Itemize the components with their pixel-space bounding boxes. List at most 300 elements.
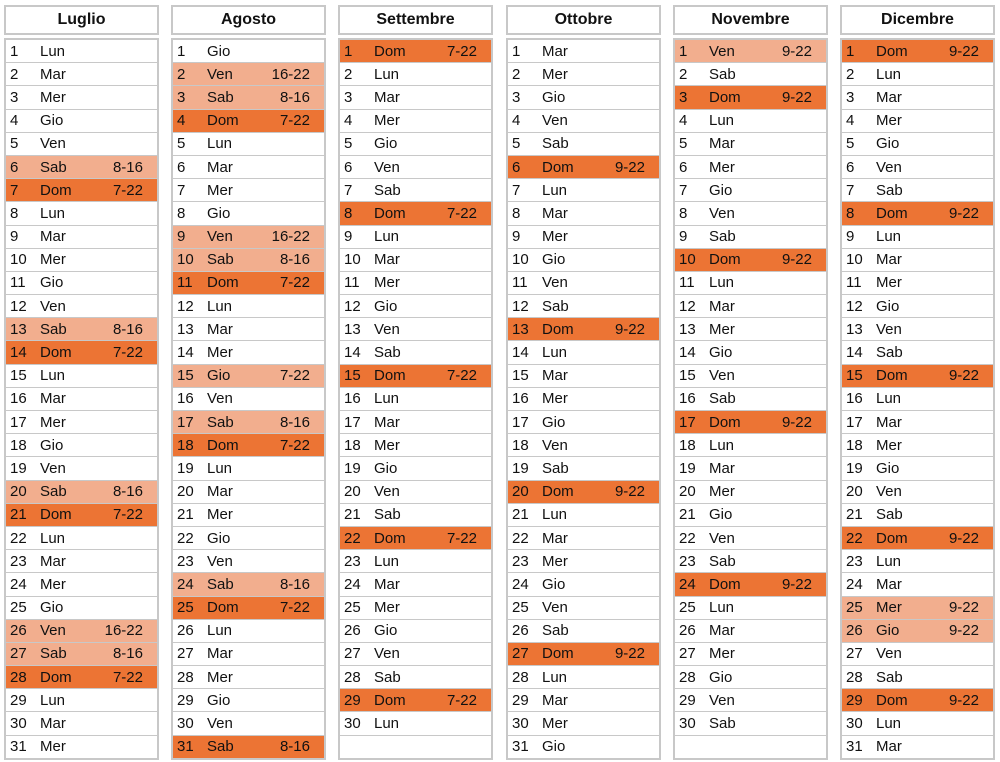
day-row bbox=[173, 226, 324, 249]
day-number: 8 bbox=[10, 204, 19, 222]
day-row bbox=[675, 295, 826, 318]
day-number: 1 bbox=[512, 42, 521, 60]
day-row bbox=[6, 86, 157, 109]
day-number: 3 bbox=[679, 88, 688, 106]
day-number: 16 bbox=[177, 390, 194, 408]
day-row bbox=[842, 573, 993, 596]
day-row bbox=[842, 643, 993, 666]
day-row bbox=[675, 272, 826, 295]
day-row bbox=[340, 411, 491, 434]
month-column-2 bbox=[338, 5, 493, 760]
day-row bbox=[173, 318, 324, 341]
weekday: Mar bbox=[40, 552, 66, 570]
weekday: Ven bbox=[876, 320, 902, 338]
weekday: Sab bbox=[374, 506, 401, 524]
day-row bbox=[6, 411, 157, 434]
weekday: Mar bbox=[542, 691, 568, 709]
weekday: Ven bbox=[876, 645, 902, 663]
day-number: 20 bbox=[846, 483, 863, 501]
weekday: Ven bbox=[374, 158, 400, 176]
day-number: 20 bbox=[344, 483, 361, 501]
day-row bbox=[508, 597, 659, 620]
day-row bbox=[842, 133, 993, 156]
day-row bbox=[842, 341, 993, 364]
day-number: 21 bbox=[177, 506, 194, 524]
day-number: 18 bbox=[679, 436, 696, 454]
weekday: Gio bbox=[207, 529, 231, 547]
day-number: 30 bbox=[679, 715, 696, 733]
opening-hours: 9-22 bbox=[948, 42, 979, 60]
weekday: Mar bbox=[207, 645, 233, 663]
weekday: Lun bbox=[709, 599, 735, 617]
day-number: 19 bbox=[344, 459, 361, 477]
weekday: Sab bbox=[876, 344, 903, 362]
day-list bbox=[171, 38, 326, 760]
weekday: Mer bbox=[207, 181, 233, 199]
weekday: Sab bbox=[709, 228, 736, 246]
day-number: 10 bbox=[846, 251, 863, 269]
day-row bbox=[173, 179, 324, 202]
day-row bbox=[340, 573, 491, 596]
opening-hours: 9-22 bbox=[948, 529, 979, 547]
weekday: Mer bbox=[542, 65, 568, 83]
weekday: Dom bbox=[876, 529, 908, 547]
day-row bbox=[842, 411, 993, 434]
day-number: 11 bbox=[344, 274, 360, 292]
day-row bbox=[675, 365, 826, 388]
opening-hours: 7-22 bbox=[112, 181, 143, 199]
weekday: Dom bbox=[374, 42, 406, 60]
weekday: Mar bbox=[374, 88, 400, 106]
day-row bbox=[340, 40, 491, 63]
weekday: Mar bbox=[40, 65, 66, 83]
weekday: Gio bbox=[207, 204, 231, 222]
weekday: Mer bbox=[709, 320, 735, 338]
day-number: 13 bbox=[846, 320, 863, 338]
day-row bbox=[340, 272, 491, 295]
weekday: Gio bbox=[374, 297, 398, 315]
day-row bbox=[6, 179, 157, 202]
day-row bbox=[675, 63, 826, 86]
weekday: Mer bbox=[374, 274, 400, 292]
day-number: 22 bbox=[846, 529, 863, 547]
day-row bbox=[173, 86, 324, 109]
day-number: 26 bbox=[512, 622, 529, 640]
weekday: Lun bbox=[40, 204, 66, 222]
day-list bbox=[673, 38, 828, 760]
opening-hours: 7-22 bbox=[112, 506, 143, 524]
day-row bbox=[173, 527, 324, 550]
day-row bbox=[675, 712, 826, 735]
day-row bbox=[508, 573, 659, 596]
weekday: Sab bbox=[207, 738, 234, 756]
day-row bbox=[173, 434, 324, 457]
day-number: 8 bbox=[512, 204, 521, 222]
day-number: 10 bbox=[512, 251, 529, 269]
day-row bbox=[508, 133, 659, 156]
day-row bbox=[842, 481, 993, 504]
day-number: 30 bbox=[512, 715, 529, 733]
weekday: Mer bbox=[709, 645, 735, 663]
weekday: Gio bbox=[207, 691, 231, 709]
opening-hours: 9-22 bbox=[614, 158, 645, 176]
day-row bbox=[508, 40, 659, 63]
day-number: 22 bbox=[10, 529, 27, 547]
day-row bbox=[508, 202, 659, 225]
day-list bbox=[4, 38, 159, 760]
day-row bbox=[508, 643, 659, 666]
weekday: Gio bbox=[374, 622, 398, 640]
day-row bbox=[508, 620, 659, 643]
day-number: 29 bbox=[512, 691, 529, 709]
weekday: Dom bbox=[876, 691, 908, 709]
weekday: Dom bbox=[374, 204, 406, 222]
day-row bbox=[842, 86, 993, 109]
day-number: 25 bbox=[10, 599, 27, 617]
weekday: Mar bbox=[876, 575, 902, 593]
weekday: Dom bbox=[542, 483, 574, 501]
day-row bbox=[508, 481, 659, 504]
day-list bbox=[338, 38, 493, 760]
weekday: Mer bbox=[40, 88, 66, 106]
day-row bbox=[6, 504, 157, 527]
opening-hours: 9-22 bbox=[614, 320, 645, 338]
opening-hours: 7-22 bbox=[279, 274, 310, 292]
day-row bbox=[508, 86, 659, 109]
weekday: Mer bbox=[207, 506, 233, 524]
day-number: 6 bbox=[177, 158, 186, 176]
day-row bbox=[6, 295, 157, 318]
day-number: 18 bbox=[10, 436, 27, 454]
weekday: Lun bbox=[40, 691, 66, 709]
weekday: Gio bbox=[40, 599, 64, 617]
weekday: Mer bbox=[40, 413, 66, 431]
day-number: 24 bbox=[512, 575, 529, 593]
weekday: Mer bbox=[542, 228, 568, 246]
day-number: 12 bbox=[679, 297, 696, 315]
day-row bbox=[340, 597, 491, 620]
day-row bbox=[508, 272, 659, 295]
weekday: Gio bbox=[709, 668, 733, 686]
weekday: Mer bbox=[207, 344, 233, 362]
day-row bbox=[340, 620, 491, 643]
day-number: 14 bbox=[177, 344, 194, 362]
day-number: 5 bbox=[512, 135, 521, 153]
weekday: Sab bbox=[374, 181, 401, 199]
day-number: 15 bbox=[177, 367, 194, 385]
day-number: 21 bbox=[344, 506, 361, 524]
day-row bbox=[6, 226, 157, 249]
weekday: Lun bbox=[709, 274, 735, 292]
weekday: Mer bbox=[40, 738, 66, 756]
weekday: Gio bbox=[207, 367, 231, 385]
weekday: Sab bbox=[709, 715, 736, 733]
day-row bbox=[508, 63, 659, 86]
day-number: 13 bbox=[10, 320, 27, 338]
opening-hours: 8-16 bbox=[279, 413, 310, 431]
opening-hours: 8-16 bbox=[279, 251, 310, 269]
day-number: 17 bbox=[846, 413, 863, 431]
day-row bbox=[675, 110, 826, 133]
day-number: 25 bbox=[344, 599, 361, 617]
day-number: 4 bbox=[177, 112, 186, 130]
weekday: Dom bbox=[207, 274, 239, 292]
day-row bbox=[173, 457, 324, 480]
day-number: 16 bbox=[679, 390, 696, 408]
weekday: Lun bbox=[876, 228, 902, 246]
weekday: Ven bbox=[374, 645, 400, 663]
day-number: 27 bbox=[344, 645, 361, 663]
day-number: 28 bbox=[10, 668, 27, 686]
weekday: Dom bbox=[542, 645, 574, 663]
day-number: 21 bbox=[679, 506, 696, 524]
day-number: 20 bbox=[512, 483, 529, 501]
opening-hours: 16-22 bbox=[104, 622, 143, 640]
opening-hours: 8-16 bbox=[112, 158, 143, 176]
day-row bbox=[340, 666, 491, 689]
day-number: 6 bbox=[679, 158, 688, 176]
day-row bbox=[340, 86, 491, 109]
day-number: 31 bbox=[846, 738, 863, 756]
weekday: Gio bbox=[207, 42, 231, 60]
weekday: Gio bbox=[876, 622, 900, 640]
day-number: 20 bbox=[10, 483, 27, 501]
month-column-3 bbox=[506, 5, 661, 760]
day-row bbox=[675, 736, 826, 759]
weekday: Lun bbox=[207, 622, 233, 640]
weekday: Sab bbox=[542, 622, 569, 640]
day-row bbox=[6, 481, 157, 504]
day-row bbox=[6, 63, 157, 86]
day-row bbox=[508, 736, 659, 759]
weekday: Dom bbox=[876, 204, 908, 222]
weekday: Mar bbox=[542, 529, 568, 547]
weekday: Lun bbox=[374, 715, 400, 733]
day-number: 12 bbox=[10, 297, 27, 315]
day-number: 23 bbox=[10, 552, 27, 570]
day-number: 10 bbox=[177, 251, 194, 269]
day-number: 30 bbox=[344, 715, 361, 733]
opening-hours: 8-16 bbox=[112, 320, 143, 338]
weekday: Sab bbox=[876, 181, 903, 199]
day-row bbox=[675, 481, 826, 504]
day-number: 3 bbox=[512, 88, 521, 106]
day-number: 28 bbox=[679, 668, 696, 686]
day-number: 25 bbox=[846, 599, 863, 617]
weekday: Mar bbox=[709, 135, 735, 153]
day-row bbox=[6, 341, 157, 364]
opening-hours: 9-22 bbox=[948, 367, 979, 385]
day-number: 18 bbox=[177, 436, 194, 454]
weekday: Lun bbox=[542, 668, 568, 686]
day-number: 18 bbox=[512, 436, 529, 454]
day-number: 25 bbox=[177, 599, 194, 617]
opening-hours: 8-16 bbox=[112, 483, 143, 501]
month-column-5 bbox=[840, 5, 995, 760]
day-row bbox=[842, 295, 993, 318]
day-number: 4 bbox=[512, 112, 521, 130]
day-number: 17 bbox=[177, 413, 194, 431]
weekday: Ven bbox=[709, 42, 735, 60]
weekday: Sab bbox=[40, 158, 67, 176]
day-number: 11 bbox=[512, 274, 528, 292]
weekday: Ven bbox=[709, 367, 735, 385]
opening-hours: 16-22 bbox=[271, 65, 310, 83]
day-number: 7 bbox=[846, 181, 855, 199]
weekday: Ven bbox=[374, 320, 400, 338]
weekday: Mar bbox=[709, 622, 735, 640]
day-number: 11 bbox=[177, 274, 193, 292]
day-row bbox=[6, 666, 157, 689]
day-number: 17 bbox=[512, 413, 529, 431]
month-header: Luglio bbox=[4, 5, 159, 35]
weekday: Lun bbox=[374, 228, 400, 246]
opening-hours: 7-22 bbox=[279, 599, 310, 617]
weekday: Ven bbox=[709, 691, 735, 709]
opening-hours: 9-22 bbox=[948, 622, 979, 640]
weekday: Gio bbox=[709, 344, 733, 362]
day-number: 5 bbox=[177, 135, 186, 153]
weekday: Ven bbox=[40, 622, 66, 640]
day-list bbox=[506, 38, 661, 760]
day-number: 30 bbox=[177, 715, 194, 733]
weekday: Dom bbox=[709, 413, 741, 431]
opening-hours: 9-22 bbox=[614, 483, 645, 501]
day-number: 20 bbox=[177, 483, 194, 501]
weekday: Dom bbox=[542, 320, 574, 338]
day-number: 5 bbox=[10, 135, 19, 153]
day-row bbox=[6, 272, 157, 295]
weekday: Lun bbox=[709, 112, 735, 130]
day-number: 21 bbox=[10, 506, 27, 524]
weekday: Lun bbox=[40, 42, 66, 60]
opening-hours: 9-22 bbox=[614, 645, 645, 663]
day-row bbox=[675, 86, 826, 109]
weekday: Dom bbox=[542, 158, 574, 176]
day-row bbox=[173, 156, 324, 179]
day-number: 19 bbox=[177, 459, 194, 477]
day-number: 11 bbox=[10, 274, 26, 292]
day-row bbox=[842, 365, 993, 388]
day-number: 26 bbox=[10, 622, 27, 640]
day-row bbox=[6, 434, 157, 457]
day-row bbox=[675, 457, 826, 480]
day-number: 13 bbox=[177, 320, 194, 338]
day-number: 31 bbox=[177, 738, 194, 756]
opening-hours: 7-22 bbox=[446, 42, 477, 60]
weekday: Gio bbox=[876, 135, 900, 153]
day-row bbox=[675, 573, 826, 596]
weekday: Gio bbox=[40, 436, 64, 454]
day-row bbox=[675, 40, 826, 63]
day-row bbox=[508, 388, 659, 411]
day-number: 6 bbox=[512, 158, 521, 176]
weekday: Mer bbox=[40, 575, 66, 593]
weekday: Mar bbox=[40, 715, 66, 733]
day-row bbox=[6, 202, 157, 225]
day-number: 2 bbox=[10, 65, 19, 83]
weekday: Mar bbox=[709, 297, 735, 315]
opening-hours: 7-22 bbox=[112, 668, 143, 686]
weekday: Lun bbox=[374, 552, 400, 570]
day-row bbox=[340, 202, 491, 225]
month-column-1 bbox=[171, 5, 326, 760]
weekday: Ven bbox=[207, 715, 233, 733]
opening-hours: 9-22 bbox=[781, 88, 812, 106]
day-row bbox=[173, 481, 324, 504]
day-number: 25 bbox=[679, 599, 696, 617]
day-row bbox=[340, 110, 491, 133]
weekday: Mar bbox=[709, 459, 735, 477]
day-row bbox=[173, 295, 324, 318]
day-row bbox=[173, 411, 324, 434]
weekday: Ven bbox=[207, 390, 233, 408]
day-number: 25 bbox=[512, 599, 529, 617]
day-number: 19 bbox=[512, 459, 529, 477]
weekday: Ven bbox=[542, 599, 568, 617]
month-column-0 bbox=[4, 5, 159, 760]
day-row bbox=[842, 527, 993, 550]
day-row bbox=[675, 411, 826, 434]
weekday: Mar bbox=[542, 367, 568, 385]
weekday: Mer bbox=[542, 552, 568, 570]
weekday: Dom bbox=[374, 367, 406, 385]
day-number: 13 bbox=[344, 320, 361, 338]
day-row bbox=[340, 434, 491, 457]
month-header: Novembre bbox=[673, 5, 828, 35]
day-number: 26 bbox=[846, 622, 863, 640]
day-number: 8 bbox=[679, 204, 688, 222]
opening-hours: 16-22 bbox=[271, 228, 310, 246]
day-number: 1 bbox=[679, 42, 688, 60]
day-number: 9 bbox=[512, 228, 521, 246]
day-row bbox=[6, 643, 157, 666]
day-row bbox=[6, 156, 157, 179]
day-number: 5 bbox=[679, 135, 688, 153]
day-number: 8 bbox=[846, 204, 855, 222]
weekday: Mar bbox=[40, 228, 66, 246]
day-number: 24 bbox=[10, 575, 27, 593]
month-header: Settembre bbox=[338, 5, 493, 35]
weekday: Lun bbox=[374, 390, 400, 408]
weekday: Sab bbox=[876, 668, 903, 686]
day-row bbox=[508, 689, 659, 712]
weekday: Dom bbox=[40, 668, 72, 686]
day-row bbox=[340, 63, 491, 86]
opening-hours: 7-22 bbox=[279, 436, 310, 454]
day-row bbox=[675, 202, 826, 225]
day-number: 30 bbox=[846, 715, 863, 733]
weekday: Sab bbox=[207, 575, 234, 593]
day-number: 27 bbox=[679, 645, 696, 663]
day-row bbox=[842, 110, 993, 133]
day-number: 26 bbox=[679, 622, 696, 640]
opening-hours: 8-16 bbox=[112, 645, 143, 663]
day-number: 18 bbox=[344, 436, 361, 454]
day-number: 2 bbox=[177, 65, 186, 83]
day-number: 16 bbox=[846, 390, 863, 408]
day-number: 21 bbox=[512, 506, 529, 524]
weekday: Sab bbox=[542, 459, 569, 477]
opening-hours: 9-22 bbox=[781, 42, 812, 60]
day-row bbox=[508, 318, 659, 341]
weekday: Ven bbox=[709, 529, 735, 547]
day-row bbox=[842, 202, 993, 225]
day-number: 26 bbox=[344, 622, 361, 640]
day-number: 10 bbox=[10, 251, 27, 269]
month-header: Dicembre bbox=[840, 5, 995, 35]
weekday: Lun bbox=[709, 436, 735, 454]
